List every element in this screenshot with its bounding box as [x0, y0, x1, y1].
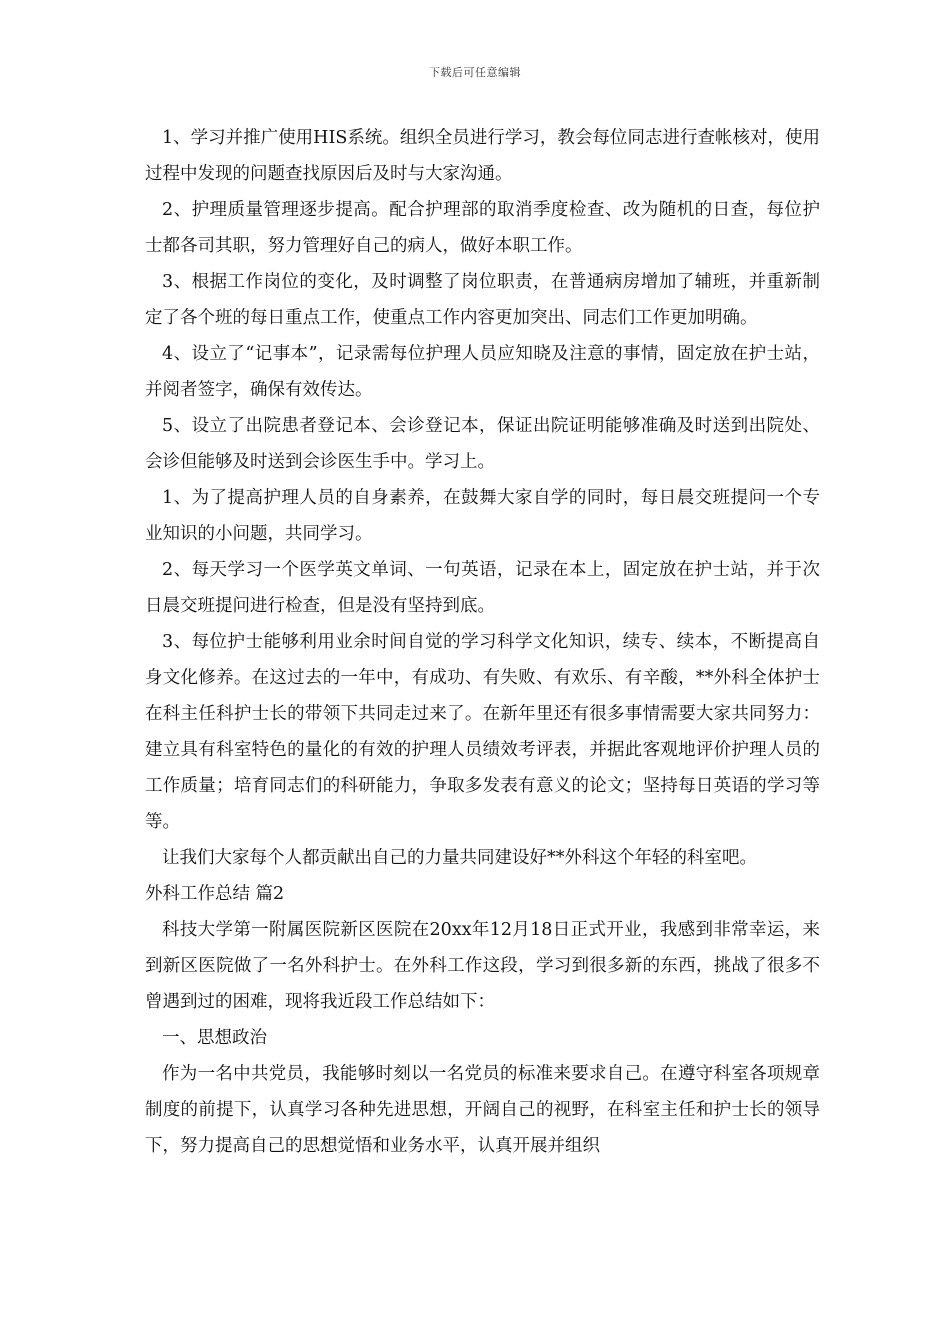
paragraph-7: 2、每天学习一个医学英文单词、一句英语，记录在本上，固定放在护士站，并于次日晨交班提问进行检查，但是没有坚持到底。 — [145, 560, 820, 616]
paragraph-5: 5、设立了出院患者登记本、会诊登记本，保证出院证明能够准确及时送到出院处、会诊但能够及时送到会诊医生手中。学习上。 — [145, 416, 820, 472]
paragraph-10: 科技大学第一附属医院新区医院在20xx年12月18日正式开业，我感到非常幸运，来到新区医院做了一名外科护士。在外科工作这段，学习到很多新的东西，挑战了很多不曾遇到过的困难，现将我近段工作总结如下： — [145, 920, 820, 1012]
subsection-heading: 一、思想政治 — [162, 1028, 267, 1048]
document-body — [145, 120, 820, 1164]
page-header: 下载后可任意编辑 — [429, 66, 521, 79]
paragraph-3: 3、根据工作岗位的变化，及时调整了岗位职责，在普通病房增加了辅班，并重新制定了各个班的每日重点工作，使重点工作内容更加突出、同志们工作更加明确。 — [145, 272, 820, 328]
paragraph-6: 1、为了提高护理人员的自身素养，在鼓舞大家自学的同时，每日晨交班提问一个专业知识的小问题，共同学习。 — [145, 488, 820, 544]
paragraph-9: 让我们大家每个人都贡献出自己的力量共同建设好**外科这个年轻的科室吧。 — [162, 848, 757, 868]
section-heading: 外科工作总结 篇2 — [145, 884, 285, 904]
paragraph-8: 3、每位护士能够利用业余时间自觉的学习科学文化知识，续专、续本，不断提高自身文化修养。在这过去的一年中，有成功、有失败、有欢乐、有辛酸，**外科全体护士在科主任科护士长的带领下共同走过来了。在新年里还有很多事情需要大家共同努力：建立具有科室特色的量化的有效的护理人员绩效考评表，并据此客观地评价护理人员的工作质量；培育同志们的科研能力，争取多发表有意义的论文；坚持每日英语的学习等等。 — [145, 632, 820, 832]
paragraph-4: 4、设立了“记事本”，记录需每位护理人员应知晓及注意的事情，固定放在护士站，并阅者签字，确保有效传达。 — [145, 344, 820, 400]
paragraph-2: 2、护理质量管理逐步提高。配合护理部的取消季度检查、改为随机的日查，每位护士都各司其职，努力管理好自己的病人，做好本职工作。 — [145, 200, 820, 256]
paragraph-11: 作为一名中共党员，我能够时刻以一名党员的标准来要求自己。在遵守科室各项规章制度的前提下，认真学习各种先进思想，开阔自己的视野，在科室主任和护士长的领导下，努力提高自己的思想觉悟和业务水平，认真开展并组织 — [145, 1064, 820, 1156]
paragraph-1: 1、学习并推广使用HIS系统。组织全员进行学习，教会每位同志进行查帐核对，使用过程中发现的问题查找原因后及时与大家沟通。 — [145, 128, 820, 184]
